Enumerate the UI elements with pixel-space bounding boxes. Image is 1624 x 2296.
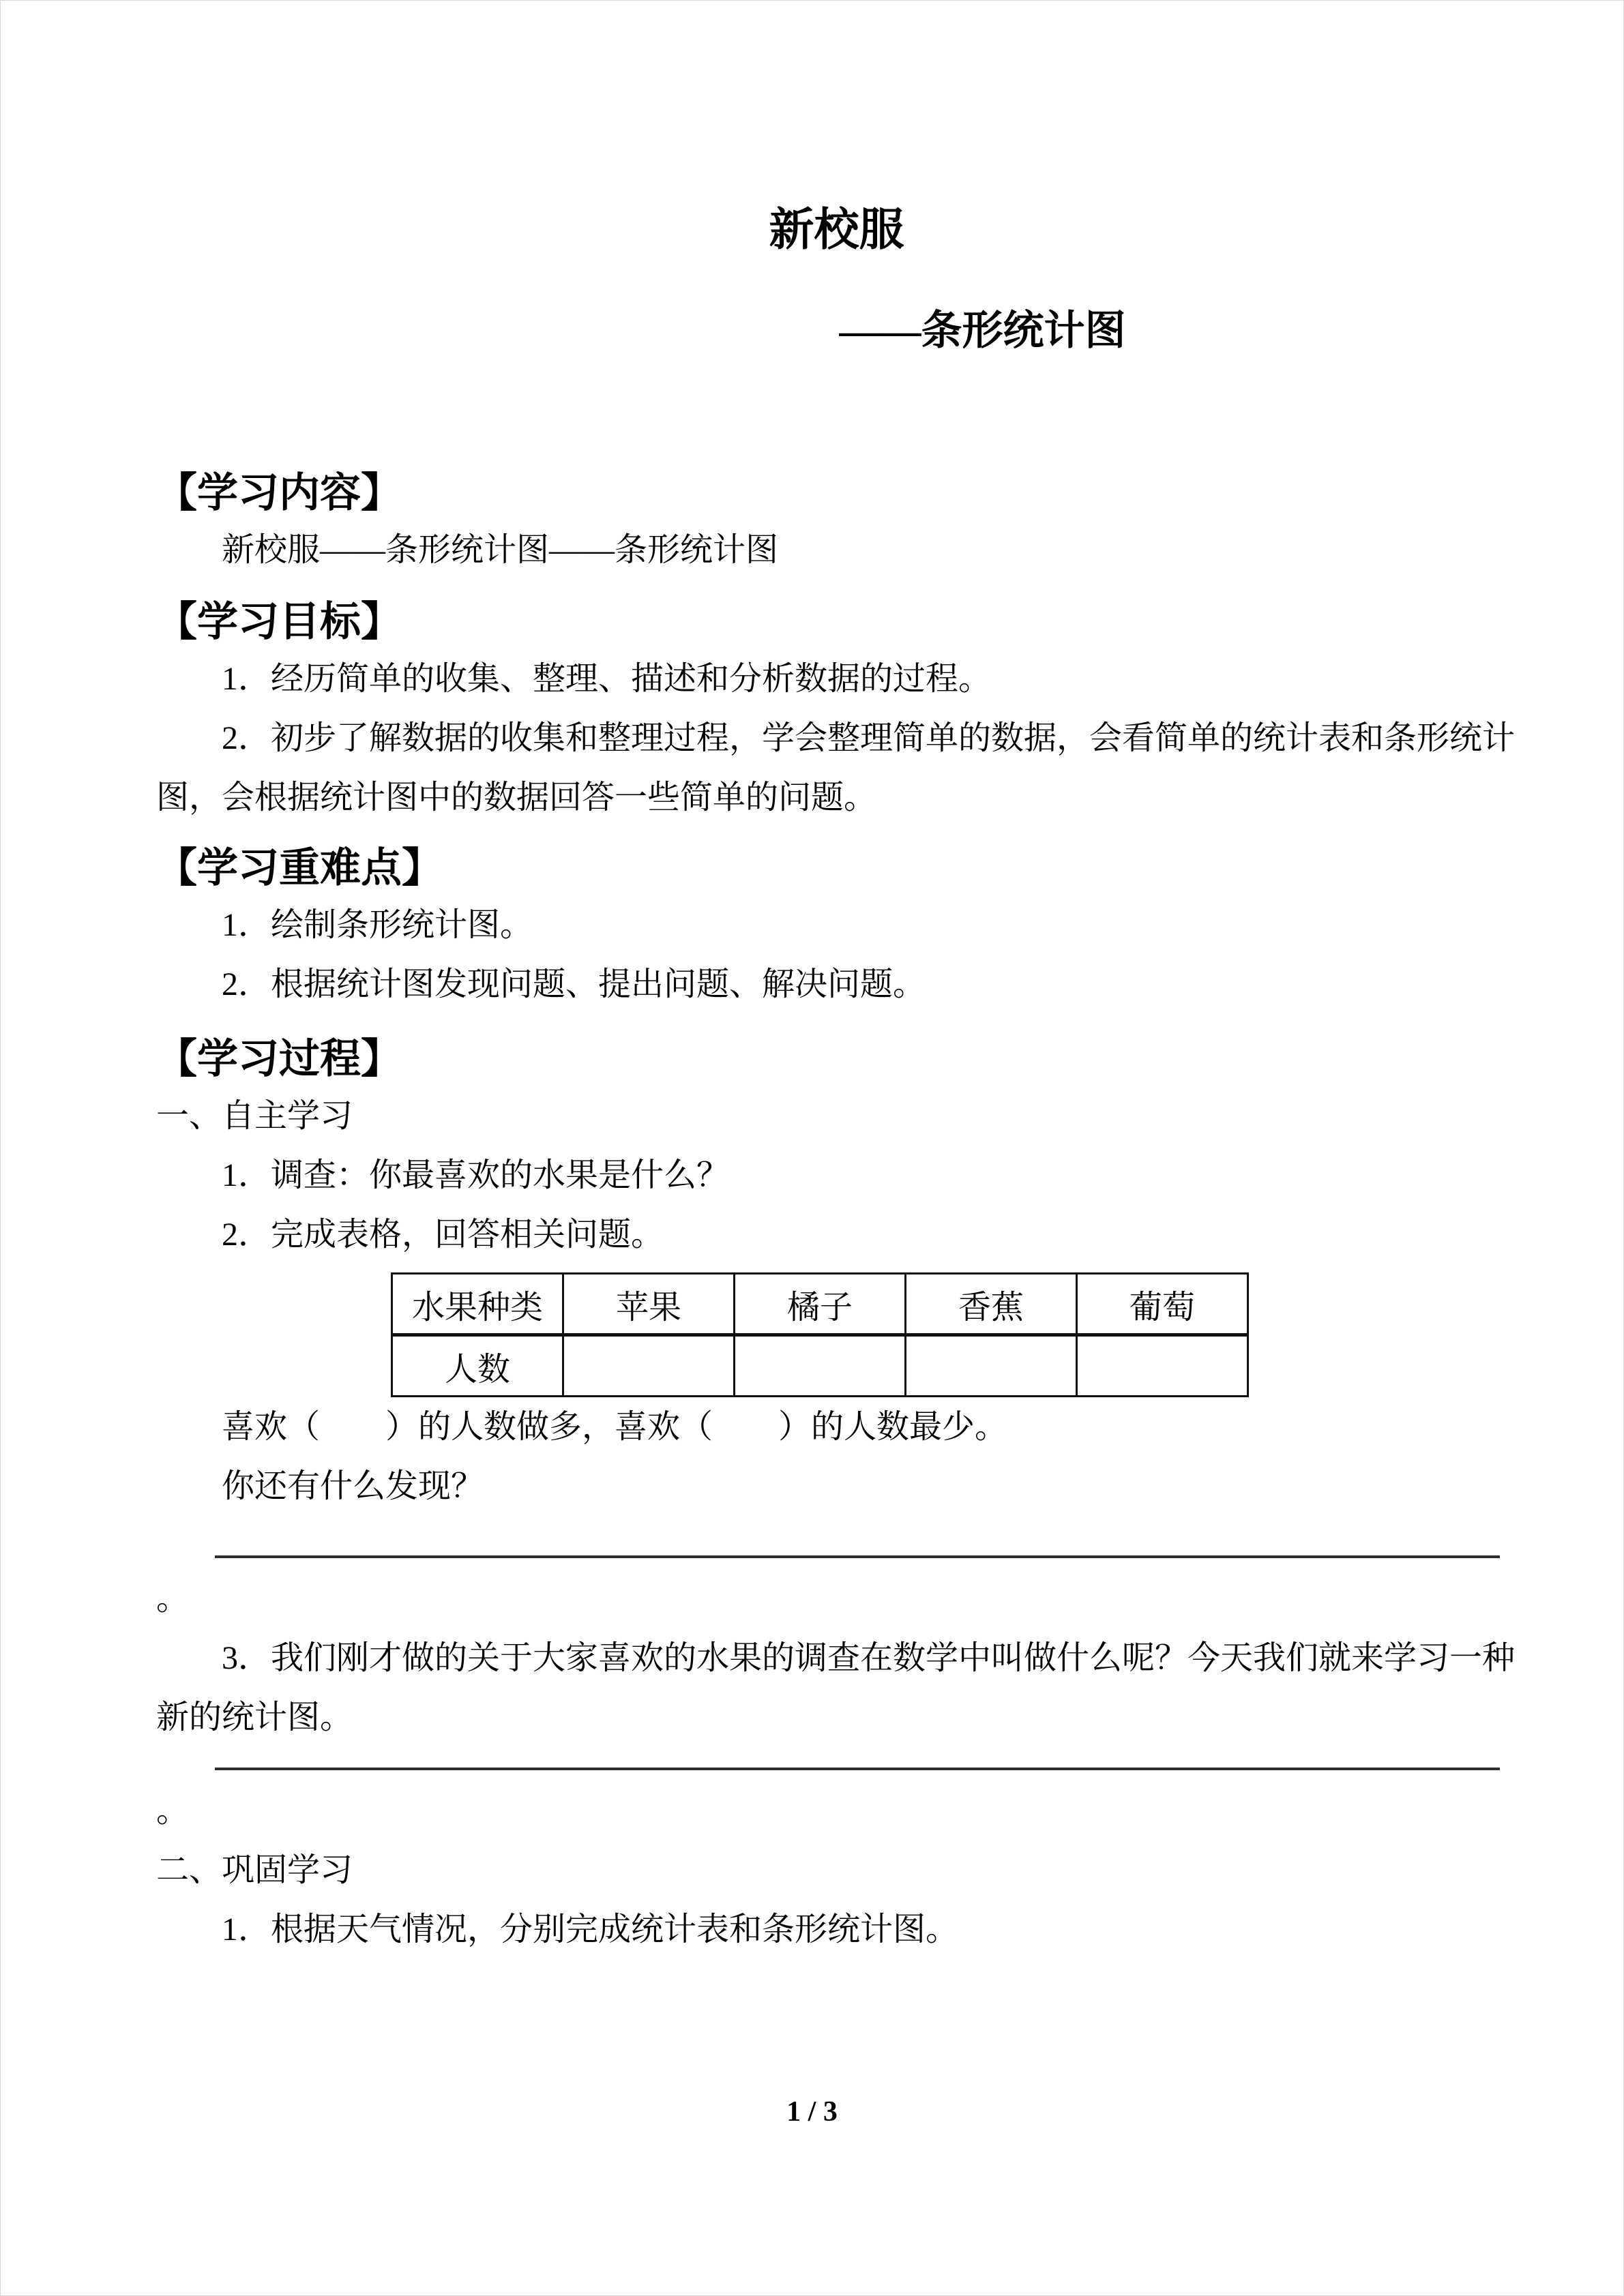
- part2-step-1: 1．根据天气情况，分别完成统计表和条形统计图。: [222, 1911, 959, 1948]
- fruit-survey-table: [391, 1272, 1249, 1397]
- people-count-empty-cell-3[interactable]: [906, 1335, 1077, 1397]
- section-header-goals: 【学习目标】: [156, 599, 402, 644]
- people-count-empty-cell-4[interactable]: [1077, 1335, 1248, 1397]
- part1-step-1: 1．调查：你最喜欢的水果是什么？: [222, 1157, 730, 1193]
- people-count-label-cell: 人数: [392, 1335, 563, 1397]
- document-content: [1, 203, 1623, 1959]
- doc-subtitle: ——条形统计图: [839, 308, 1126, 353]
- goal-item-1: 1．经历简单的收集、整理、描述和分析数据的过程。: [222, 661, 992, 697]
- table-header-cell-banana: 香蕉: [906, 1274, 1077, 1335]
- table-header-cell-orange: 橘子: [735, 1274, 906, 1335]
- part1-step-2: 2．完成表格，回答相关问题。: [222, 1217, 664, 1253]
- doc-title: 新校服: [769, 205, 904, 255]
- table-header-row: [392, 1274, 1248, 1335]
- fill-blank-sentence: 喜欢（ ）的人数做多，喜欢（ ）的人数最少。: [222, 1409, 1008, 1445]
- key-point-2: 2．根据统计图发现问题、提出问题、解决问题。: [222, 966, 926, 1002]
- section-header-content: 【学习内容】: [156, 471, 402, 516]
- page-number: 1 / 3: [786, 2096, 838, 2128]
- key-point-1: 1．绘制条形统计图。: [222, 907, 533, 943]
- section-header-key-points: 【学习重难点】: [156, 846, 443, 891]
- part2-heading: 二、巩固学习: [156, 1852, 353, 1888]
- period-mark-1: 。: [156, 1581, 190, 1617]
- part1-heading: 一、自主学习: [156, 1098, 353, 1134]
- question-text: 你还有什么发现？: [222, 1468, 484, 1504]
- people-count-empty-cell-1[interactable]: [563, 1335, 735, 1397]
- part1-step-3: 3．我们刚才做的关于大家喜欢的水果的调查在数学中叫做什么呢？今天我们就来学习一种新的统计图。: [156, 1640, 1516, 1735]
- people-count-empty-cell-2[interactable]: [735, 1335, 906, 1397]
- table-data-row: [392, 1335, 1248, 1397]
- table-header-cell-apple: 苹果: [563, 1274, 735, 1335]
- section-header-process: 【学习过程】: [156, 1037, 402, 1082]
- goal-item-2: 2．初步了解数据的收集和整理过程，学会整理简单的数据，会看简单的统计表和条形统计图，会根据统计图中的数据回答一些简单的问题。: [156, 720, 1516, 816]
- content-body-text: 新校服——条形统计图——条形统计图: [222, 532, 779, 568]
- table-header-cell-grape: 葡萄: [1077, 1274, 1248, 1335]
- period-mark-2: 。: [156, 1793, 190, 1829]
- answer-blank-line-2[interactable]: [215, 1768, 1500, 1770]
- table-header-cell-fruit-type: 水果种类: [392, 1274, 563, 1335]
- answer-blank-line-1[interactable]: [215, 1555, 1500, 1558]
